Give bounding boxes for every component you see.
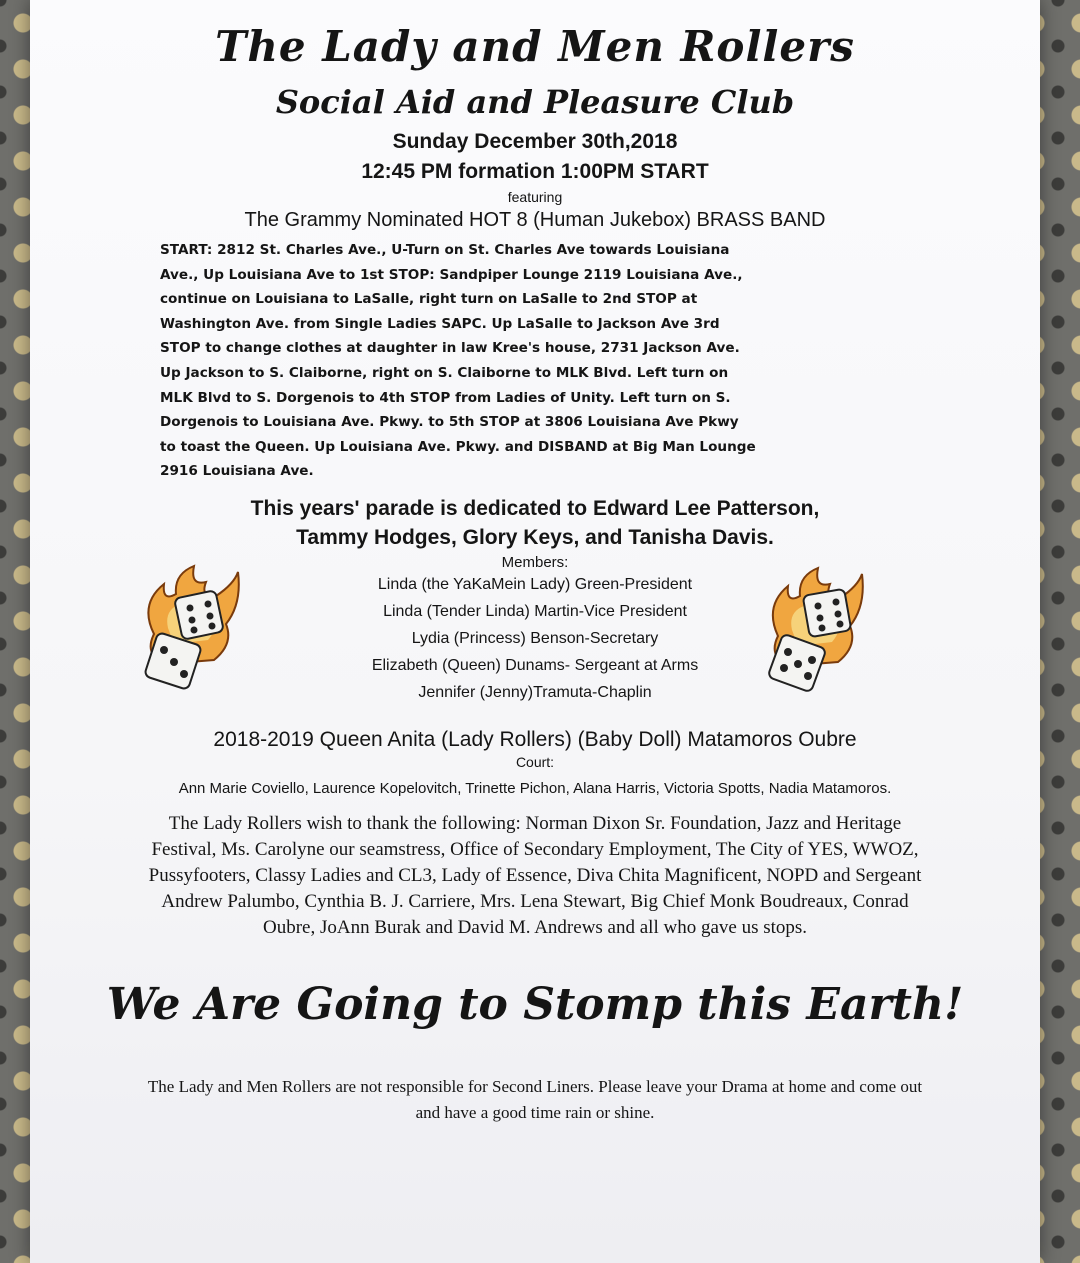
route-line: START: 2812 St. Charles Ave., U-Turn on St. Charles Ave towards Louisiana — [160, 242, 730, 258]
route-line: continue on Louisiana to LaSalle, right turn on LaSalle to 2nd STOP at — [160, 291, 698, 308]
parade-route — [160, 238, 840, 484]
slogan: We Are Going to Stomp this Earth! — [106, 978, 964, 1030]
flyer-subtitle: Social Aid and Pleasure Club — [275, 83, 795, 121]
route-line: STOP to change clothes at daughter in law Kree's house, 2731 Jackson Ave. — [160, 340, 740, 357]
thanks-line: The Lady Rollers wish to thank the following: Norman Dixon Sr. Foundation, Jazz and Heritage — [168, 812, 902, 834]
event-time: 12:45 PM formation 1:00PM START — [361, 160, 709, 183]
flyer — [30, 0, 1040, 1263]
queen-line: 2018-2019 Queen Anita (Lady Rollers) (Baby Doll) Matamoros Oubre — [213, 727, 857, 751]
member-name: Linda (Tender Linda) Martin-Vice President — [383, 602, 687, 620]
court-heading: Court: — [515, 753, 555, 770]
dedication-line: Tammy Hodges, Glory Keys, and Tanisha Davis. — [296, 525, 774, 549]
route-line: Dorgenois to Louisiana Ave. Pkwy. to 5th STOP at 3806 Louisiana Ave Pkwy — [160, 414, 739, 431]
thanks-line: Festival, Ms. Carolyne our seamstress, Office of Secondary Employment, The City of YES, WWOZ, — [151, 838, 919, 860]
members-heading: Members: — [501, 553, 569, 571]
flaming-dice-icon — [134, 564, 244, 694]
featuring-label: featuring — [507, 189, 563, 205]
thanks-line: Oubre, JoAnn Burak and David M. Andrews and all who gave us stops. — [262, 916, 808, 938]
route-line: to toast the Queen. Up Louisiana Ave. Pkwy. and DISBAND at Big Man Lounge — [160, 438, 756, 455]
member-name: Linda (the YaKaMein Lady) Green-President — [377, 575, 693, 593]
member-name: Jennifer (Jenny)Tramuta-Chaplin — [418, 683, 652, 701]
dedication — [30, 494, 1040, 552]
disclaimer — [50, 1074, 1020, 1126]
disclaimer-line: and have a good time rain or shine. — [415, 1102, 655, 1122]
disclaimer-line: The Lady and Men Rollers are not responsible for Second Liners. Please leave your Drama at home and come out — [147, 1076, 923, 1096]
thanks-paragraph — [75, 811, 995, 941]
flaming-dice-icon — [760, 564, 870, 694]
route-line: Up Jackson to S. Claiborne, right on S. Claiborne to MLK Blvd. Left turn on — [160, 364, 729, 381]
route-line: Ave., Up Louisiana Ave to 1st STOP: Sandpiper Lounge 2119 Louisiana Ave., — [160, 266, 743, 283]
members-section — [30, 554, 1040, 720]
member-name: Elizabeth (Queen) Dunams- Sergeant at Arms — [371, 656, 699, 674]
event-date: Sunday December 30th,2018 — [392, 130, 678, 153]
thanks-line: Pussyfooters, Classy Ladies and CL3, Lady of Essence, Diva Chita Magnificent, NOPD and Sergeant — [148, 864, 922, 886]
route-line: Washington Ave. from Single Ladies SAPC. Up LaSalle to Jackson Ave 3rd — [160, 315, 720, 332]
court-names: Ann Marie Coviello, Laurence Kopelovitch, Trinette Pichon, Alana Harris, Victoria Spotts, Nadia Matamoros. — [178, 779, 892, 797]
band-name: The Grammy Nominated HOT 8 (Human Jukebox) BRASS BAND — [244, 209, 826, 231]
member-name: Lydia (Princess) Benson-Secretary — [411, 629, 659, 647]
dedication-line: This years' parade is dedicated to Edward Lee Patterson, — [250, 496, 820, 520]
route-line: MLK Blvd to S. Dorgenois to 4th STOP from Ladies of Unity. Left turn on S. — [160, 389, 731, 406]
flyer-title: The Lady and Men Rollers — [215, 22, 855, 71]
thanks-line: Andrew Palumbo, Cynthia B. J. Carriere, Mrs. Lena Stewart, Big Chief Monk Boudreaux, Conrad — [161, 890, 909, 912]
route-line: 2916 Louisiana Ave. — [160, 463, 314, 480]
